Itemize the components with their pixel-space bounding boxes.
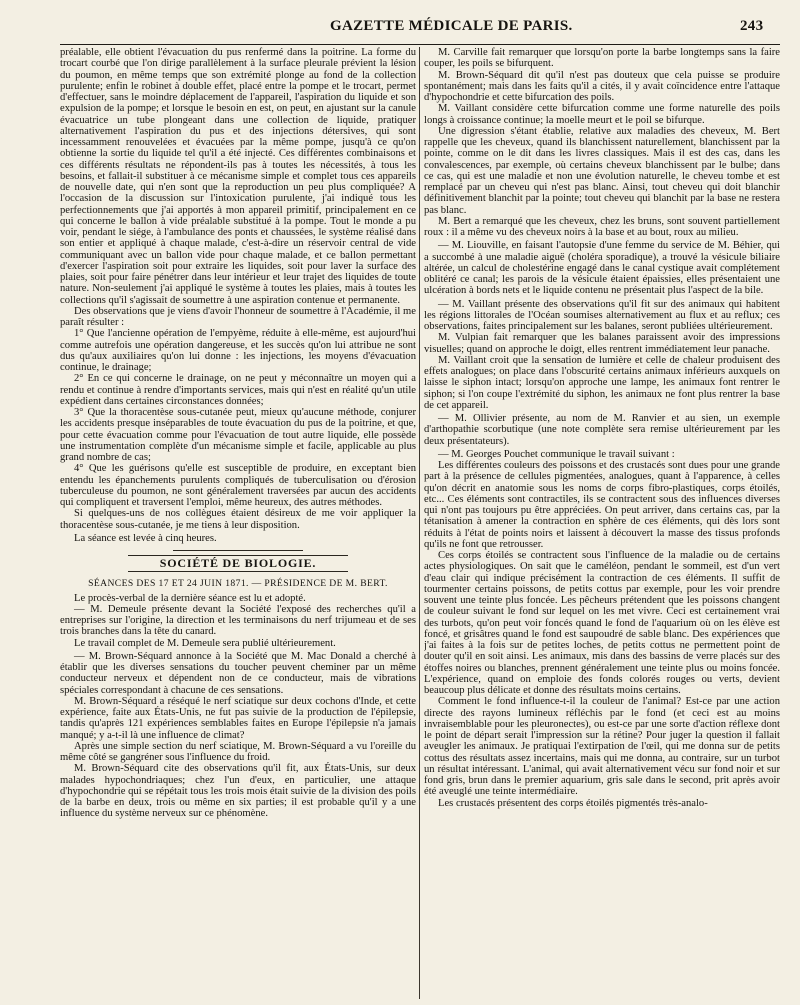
section-divider — [173, 550, 303, 551]
paragraph: M. Carville fait remarquer que lorsqu'on porte la barbe longtemps sans la faire couper, les poils se bifurquent. — [424, 47, 780, 70]
paragraph: M. Bert a remarqué que les cheveux, chez les bruns, sont souvent partiellement roux : il a même vu des cheveux noirs à la base et au bout, roux au milieu. — [424, 215, 780, 238]
paragraph: Les différentes couleurs des poissons et des crustacés sont dues pour une grande part à la présence de cellules pigmentées, analogues, quant à l'apparence, à celles qu'on décrit en anatomie sous les noms de corps fibro-plastiques, corps étoilés, etc... Ces éléments sont contractiles, ils se contractent sous des influences diverses qui n'ont pas toujours pu être appréciées. On peut arriver, dans certains cas, par la tétanisation à amener la contraction en sphère de ces éléments, qui dès lors sont réduits à l'état de points noirs et laissent à découvert la masse des tissus profonds qu'ils ne font que retrousser. — [424, 460, 780, 550]
page-header — [0, 8, 800, 38]
paragraph: M. Brown-Séquard dit qu'il n'est pas douteux que cela puisse se produire spontanément; mais dans les faits qu'il a cités, il y avait coïncidence entre l'attaque d'hypochondrie et cette bifurcation des poils. — [424, 69, 780, 103]
header-rule — [60, 44, 780, 45]
paragraph: 4° Que les guérisons qu'elle est susceptible de produire, en exceptant bien entendu les épanchements purulents compliqués de tuberculisation ou d'érosion tuberculeuse du poumon, ne sont généralement traversées par aucun des accidents qui compliquent et traversent l'emploi, même heureux, des autres méthodes. — [60, 463, 416, 508]
paragraph: Le travail complet de M. Demeule sera publié ultérieurement. — [74, 637, 336, 649]
paragraph: 2° En ce qui concerne le drainage, on ne peut y méconnaître un moyen qui a rendu et continue à rendre d'importants services, mais qui n'est en réalité qu'un utile expédient dans certaines circonstances données; — [60, 373, 416, 407]
paragraph: La séance est levée à cinq heures. — [74, 532, 217, 544]
paragraph: M. Vaillant considère cette bifurcation comme une forme naturelle des poils longs à croissance continue; la moelle meurt et le poil se bifurque. — [424, 103, 780, 126]
left-column — [60, 47, 416, 1002]
paragraph: — M. Vaillant présente des observations qu'il fit sur des animaux qui habitent les régions littorales de l'Océan soumises alternativement au flux et au reflux; ces observations, faites principalement sur les balanes, seront publiées ultérieurement. — [424, 298, 780, 332]
paragraph: M. Brown-Séquard a réséqué le nerf sciatique sur deux cochons d'Inde, et cette expérience, faite aux États-Unis, ne fut pas suivie de la production de l'épilepsie, tandis qu'après 121 expériences semblables faites en Europe l'épilepsie n'a jamais manqué; y a-t-il là une influence de climat? — [60, 695, 416, 741]
paragraph: — M. Brown-Séquard annonce à la Société que M. Mac Donald a cherché à établir que les diverses sensations du toucher peuvent cheminer par un même conducteur nerveux et dépendent non de ce conducteur, mais de vibrations spéciales correspondant à chacune de ces sensations. — [60, 650, 416, 696]
column-divider — [419, 47, 420, 999]
paragraph: M. Brown-Séquard cite des observations qu'il fit, aux États-Unis, sur deux malades hypochondriaques; chez l'un d'eux, en particulier, une attaque d'hypochondrie qui se répétait tous les trois mois était suivie de la division des poils de la barbe en deux, trois ou même en six parties; il est probable qu'il y a une influence du système nerveux sur ce phénomène. — [60, 763, 416, 820]
page-number: 243 — [740, 18, 764, 34]
paragraph: M. Vulpian fait remarquer que les balanes paraissent avoir des impressions visuelles; quand on approche le doigt, elles rentrent immédiatement leur panache. — [424, 332, 780, 355]
seance-line: SÉANCES DES 17 ET 24 JUIN 1871. — PRÉSIDENCE DE M. BERT. — [88, 578, 388, 590]
paragraph: — M. Demeule présente devant la Société l'exposé des recherches qu'il a entreprises sur l'origine, la direction et les terminaisons du nerf trijumeau et de ses trois branches dans la tête du canard. — [60, 603, 416, 638]
paragraph: Une digression s'étant établie, relative aux maladies des cheveux, M. Bert rappelle que les cheveux, quand ils blanchissent naturellement, blanchissent par la pointe, comme on le dit dans les livres classiques. Mais il est des cas, dans les convalescences, par exemple, où certains cheveux blanchissent par le bulbe; dans ce cas, qui est une maladie et non une évolution naturelle, le cheveu tombe et est remplacé par un cheveu qui n'est pas blanc. Ainsi, tout cheveu qui doit blanchir définitivement blanchit par la pointe; tout cheveu qui blanchit par la base ne restera pas blanc. — [424, 125, 780, 216]
society-title: SOCIÉTÉ DE BIOLOGIE. — [128, 555, 348, 572]
paragraph: M. Vaillant croit que la sensation de lumière et celle de chaleur produisent des effets analogues; on place dans l'obscurité certains animaux inférieurs auxquels on laisse le siphon intact; lorsqu'on approche une lampe, les animaux font rentrer le siphon; si l'on coupe l'extrémité du siphon, les animaux ne font plus rentrer la base de cet appareil. — [424, 354, 780, 411]
journal-title: GAZETTE MÉDICALE DE PARIS. — [330, 18, 573, 34]
paragraph: 3° Que la thoracentèse sous-cutanée peut, mieux qu'aucune méthode, conjurer les accidents presque inséparables de toute évacuation du pus de la poitrine, et que, pour cette évacuation comme pour l'évacuation de tout autre liquide, elle possède une instrumentation complète d'un mécanisme simple et facile, applicable au plus grand nombre de cas; — [60, 407, 416, 463]
paragraph: Après une simple section du nerf sciatique, M. Brown-Séquard a vu l'oreille du même côté se gangréner sous l'influence du froid. — [60, 740, 416, 763]
paragraph: 1° Que l'ancienne opération de l'empyème, réduite à elle-même, est aujourd'hui comme autrefois une opération dangereuse, et les succès qu'on lui attribue ne sont dus qu'aux auxiliaires qu'on lui donne : les injections, les moyens d'évacuation continue, le drainage; — [60, 328, 416, 373]
paragraph: préalable, elle obtient l'évacuation du pus renfermé dans la poitrine. La forme du trocart courbé que l'on dirige parallèlement à la surface pleurale prévient la lésion du poumon, en même temps que son extrémité plonge au fond de la collection purulente; enfin le robinet à double effet, placé entre la pompe et le trocart, permet d'effectuer, sans le moindre déplacement de l'appareil, l'aspiration du liquide et son expulsion de la pompe; et lorsque le besoin en est, on peut, en ajustant sur la canule évacuatrice un tube plongeant dans une collection de liquide, pratiquer alternativement l'aspiration du pus et des injections détersives, qui sont incessamment renouvelées et évacuées par la même pompe, jusqu'à ce qu'on obtienne la sortie du liquide tel qu'il a été injecté. Ces différentes combinaisons et ces différents résultats ne répondent-ils pas à toutes les nécessités, à tous les besoins, et fallait-il substituer à ce mécanisme simple et complet tous ces appareils de nouvelle date, qui n'en sont que la reproduction un peu plus compliquée? A l'occasion de la discussion sur l'intoxication purulente, j'ai indiqué tous les perfectionnements que j'ai apportés à mon appareil primitif, principalement en ce qui concerne le ballon à vide préalable substitué à la pompe. Tout le monde a pu voir, pendant le siége, à l'ambulance des ponts et chaussées, le système réalisé dans son entier et appliqué à chaque malade, c'est-à-dire un réservoir central de vide communiquant avec un ballon vide pour chaque malade, et ce ballon permettant d'exercer l'aspiration soit pour extraire les liquides, soit pour laver la surface des plaies, soit pour faire pénétrer dans leur intérieur et leur trajet des liquides de toute nature. Non-seulement j'ai appliqué le système à toutes les plaies, mais à toutes les collections qu'il s'agissait de soumettre à une aspiration contenue et permanente. — [60, 47, 416, 306]
paragraph: Le procès-verbal de la dernière séance est lu et adopté. — [74, 592, 306, 604]
paragraph: Les crustacés présentent des corps étoilés pigmentés très-analo- — [438, 797, 708, 809]
paragraph: — M. Georges Pouchet communique le travail suivant : — [438, 448, 675, 460]
paragraph: Des observations que je viens d'avoir l'honneur de soumettre à l'Académie, il me paraît résulter : — [60, 305, 416, 328]
paragraph: Comment le fond influence-t-il la couleur de l'animal? Est-ce par une action directe des rayons lumineux réfléchis par le fond (et ceci est au moins invraisemblable pour les pleuronectes), ou est-ce par une sorte d'action réflexe dont le point de départ serait l'impression sur la rétine? Pour juger la question il fallait aveugler les animaux. Je pratiquai l'extirpation de l'œil, qui me donna sur de petits cottus des résultats assez incertains, mais qui me donna, au contraire, sur un turbot un résultat intéressant. L'animal, qui avait alternativement vécu sur fond noir et sur fond gris, brun dans le premier aquarium, gris sale dans le second, prit après avoir été aveuglé une teinte intermédiaire. — [424, 696, 780, 798]
right-column — [424, 47, 780, 1002]
paragraph: Ces corps étoilés se contractent sous l'influence de la maladie ou de certains actes physiologiques. On sait que le caméléon, pendant le sommeil, est d'un vert d'eau clair qui indique précisément la contraction de ces éléments. Il suffit de tourmenter certains poissons, de petits cottus par exemple, pour les voir prendre souvent une teinte plus foncée. Les pêcheurs prétendent que les poissons changent de couleur suivant le fond sur lequel on les met vivre. Ceci est certainement vrai des turbots, qu'on peut voir foncés quand le fond de l'aquarium où on les élève est foncé, et grisâtres quand le fond est saupoudré de sable blanc. Des expériences que j'ai faites à la fois sur de petites loches, de petits cottus ne permettent point de douter qu'il en soit ainsi. Les animaux, mis dans des bassins de verre placés sur des étoffes noires ou blanches, prennent généralement une teinte plus ou moins foncée. L'expérience, quand on emploie des fonds colorés rouges ou verts, devient beaucoup plus délicate et donne des résultats moins certains. — [424, 550, 780, 696]
paragraph: — M. Liouville, en faisant l'autopsie d'une femme du service de M. Béhier, qui a succombé à une maladie aiguë (choléra sporadique), a trouvé la vésicule biliaire altérée, un calcul de cholestérine engagé dans le canal cystique avait complétement oblitéré ce canal; les parois de la vésicule étaient épaissies, elles présentaient une ulcération à bords nets et le liquide contenu ne présentait plus l'aspect de la bile. — [424, 240, 780, 297]
paragraph: — M. Ollivier présente, au nom de M. Ranvier et au sien, un exemple d'arthopathie scorbutique (une note complète sera remise ultérieurement par les deux présentateurs). — [424, 413, 780, 447]
paragraph: Si quelques-uns de nos collègues étaient désireux de me voir appliquer la thoracentèse sous-cutanée, je me tiens à leur disposition. — [60, 508, 416, 531]
